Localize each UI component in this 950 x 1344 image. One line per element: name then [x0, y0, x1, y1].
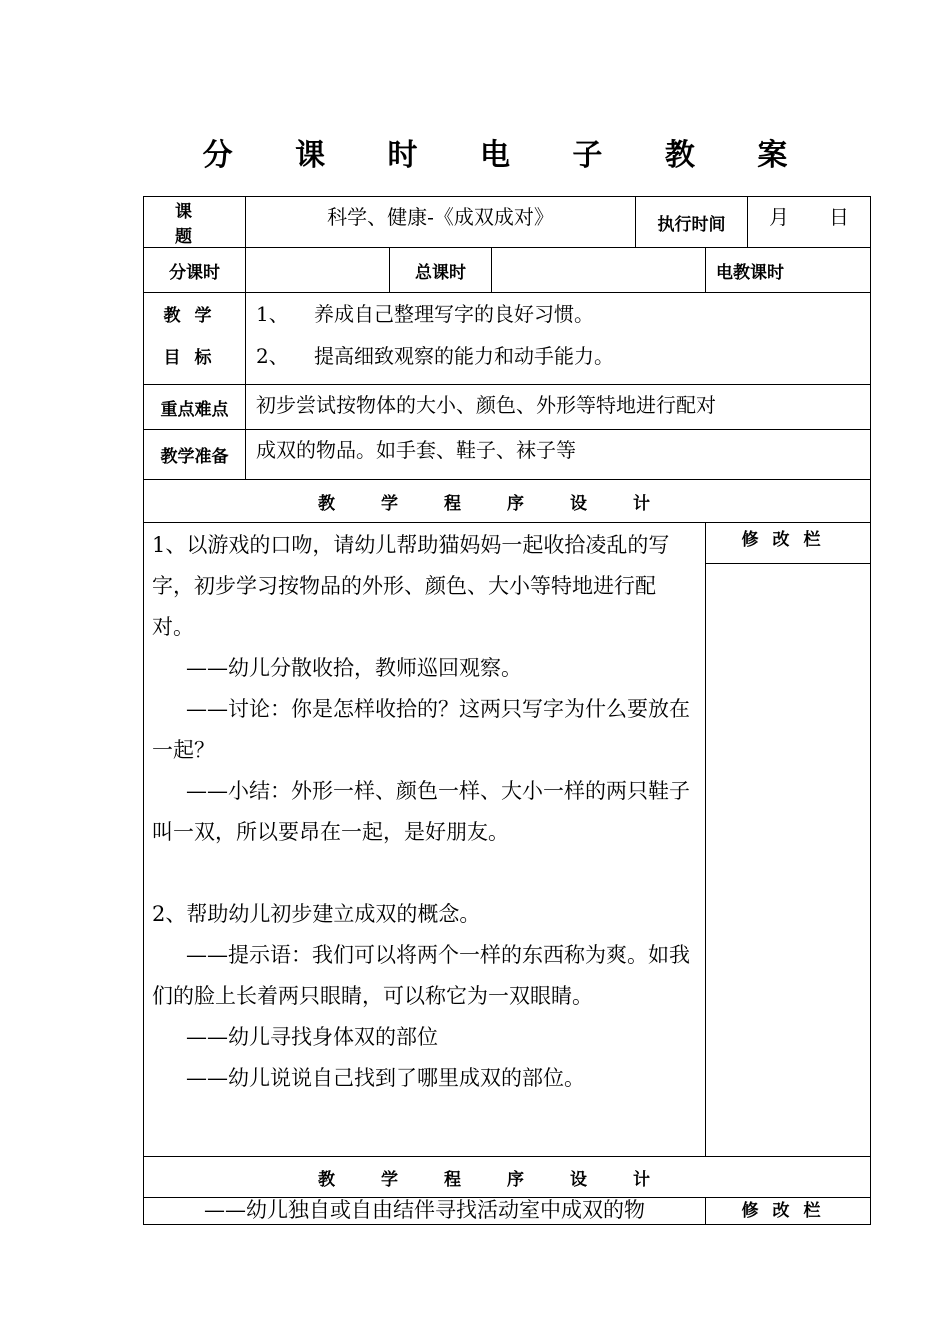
procedure-line: 1、以游戏的口吻，请幼儿帮助猫妈妈一起收拾凌乱的写字，初步学习按物品的外形、颜色、大小等特地进行配对。	[152, 533, 670, 639]
period-label: 分课时	[144, 248, 246, 293]
procedure-line: ——小结：外形一样、颜色一样、大小一样的两只鞋子叫一双，所以要昂在一起，是好朋友。	[152, 779, 690, 844]
spacer	[152, 853, 697, 894]
exec-time-label: 执行时间	[636, 197, 748, 248]
total-value	[492, 248, 706, 293]
key-points-value: 初步尝试按物体的大小、颜色、外形等特地进行配对	[246, 385, 871, 430]
lesson-plan-table	[143, 196, 871, 1225]
goals-content	[246, 293, 871, 385]
design-heading-2: 教学程序设计	[144, 1157, 871, 1198]
goal-number: 2、	[256, 344, 289, 368]
topic-label: 课 题	[144, 197, 246, 248]
revision-label: 修改栏	[706, 523, 870, 564]
media-label: 电教课时	[706, 248, 871, 293]
goal-text: 养成自己整理写字的良好习惯。	[314, 302, 594, 326]
revision-label-2: 修改栏	[706, 1198, 871, 1225]
goals-label-line1: 教学	[163, 306, 226, 326]
key-points-label: 重点难点	[144, 385, 246, 430]
procedure-line: ——幼儿说说自己找到了哪里成双的部位。	[186, 1066, 585, 1090]
procedure-line: ——幼儿分散收拾，教师巡回观察。	[186, 656, 522, 680]
revision-column	[706, 523, 871, 1157]
procedure-line: ——提示语：我们可以将两个一样的东西称为爽。如我们的脸上长着两只眼睛，可以称它为一双眼睛。	[152, 943, 690, 1008]
prep-value: 成双的物品。如手套、鞋子、袜子等	[246, 430, 871, 480]
design-heading: 教学程序设计	[144, 480, 871, 523]
period-value	[246, 248, 390, 293]
goals-label	[144, 293, 246, 385]
total-label: 总课时	[390, 248, 492, 293]
prep-label: 教学准备	[144, 430, 246, 480]
page-title: 分 课 时 电 子 教 案	[202, 138, 814, 173]
goals-label-line2: 目标	[163, 348, 226, 368]
goal-item	[246, 335, 870, 377]
goal-text: 提高细致观察的能力和动手能力。	[314, 344, 614, 368]
procedure-line: ——幼儿独自或自由结伴寻找活动室中成双的物	[144, 1198, 706, 1225]
goal-number: 1、	[256, 302, 289, 326]
procedure-content	[144, 523, 706, 1157]
goal-item	[246, 293, 870, 335]
procedure-line: 2、帮助幼儿初步建立成双的概念。	[152, 902, 481, 926]
exec-time-value: 月 日	[748, 197, 871, 248]
procedure-line: ——讨论：你是怎样收拾的？这两只写字为什么要放在一起？	[152, 697, 690, 762]
topic-value: 科学、健康-《成双成对》	[246, 197, 636, 248]
procedure-line: ——幼儿寻找身体双的部位	[186, 1025, 438, 1049]
